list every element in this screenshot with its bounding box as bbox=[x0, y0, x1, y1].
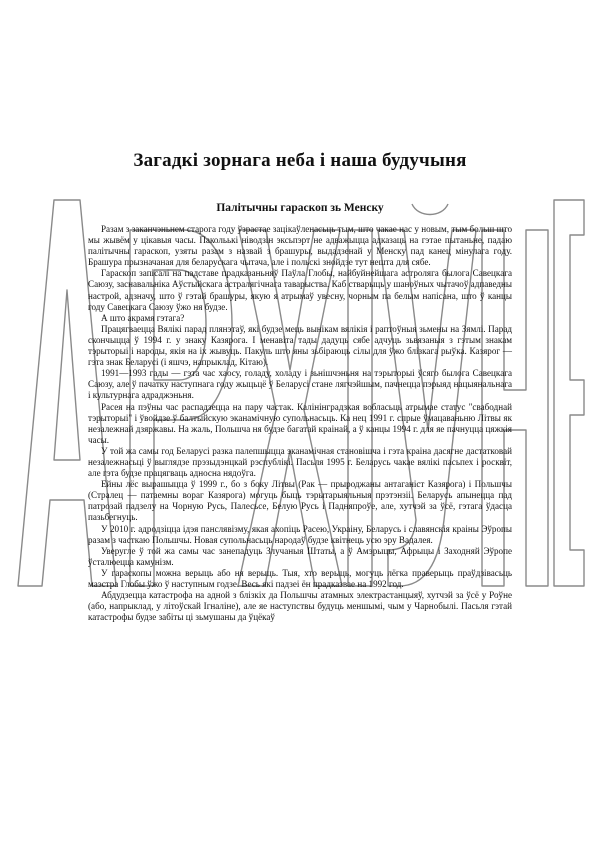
paragraph: У гараскопы можна верыць або ня верыць. Тыя, хто верыць, могуць лёгка праверыць праўдзівасьць маэстра Глобы ўжо ў наступным годзе. Весь які падзеі ён прадказвае на 1992 год. bbox=[88, 567, 512, 589]
paragraph: Абдудзецца катастрофа на адной з блізкіх да Польшчы атамных электрастанцыяў, хутчэй за ўсё у Роўне (або, напрыклад, у літоўскай Ігналіне), але яе наступствы будуць меншымі, чым у Чарнобылі. Пасьля гэтай катастрофы будзе забіты ці зьмушаны да ўцёкаў bbox=[88, 590, 512, 623]
paragraph: Уверугле ў той жа самы час занепадуць Злучаныя Штаты, а ў Амэрыцы, Афрыцы і Заходняй Эўропе ўсталюецца камунізм. bbox=[88, 545, 512, 567]
paragraph: Разам з заканчэньнем старога году ўзрастае зацікаўленасьць тым, што чакае нас у новым, тым больш што мы жывём у цікавыя часы. Пакольькі ніводзін эксьпэрт не адважыцца адказаць на гэтае пытаньне, падаю палітычны гараскоп, узяты разам з назвай з брашуры, выдадзенай у Менску пад канец мінулага году. Брашура прызначаная для беларускага чытача, але і польскі знойдзе тут нешта для сябе. bbox=[88, 224, 512, 268]
paragraph: Гараскоп запісалі на падставе прадказаньняў Паўла Глобы, найбуйнейшага астроляга былога Савецкага Саюзу, заснавальніка Аўстыйскага астралягічнага таварыства. Каб стварыць у шаноўных чытачоў адпаведны настрой, адзначу, што ў гэтай брашуры, якую я атрымаў увесну, чорным па белым напісана, што ў канцы году Савецкага Саюзу ўжо ня будзе. bbox=[88, 268, 512, 312]
paragraph: Працягваецца Вялікі парад плянэтаў, які будзе мець вынікам вялікія і раптоўныя зьмены на Зямлі. Парад скончыцца ў 1994 г. у знаку Казярога. І менавіта тады дадуць сябе адчуць зьвязаныя з гэтым знакам тэрыторыі і народы, якія на іх жывуць. Пакуль што яны зьбіраюць сілы для ўжо блізкага рыўка. Казярог — гэта знак Беларусі (і яшчэ, напрыклад, Кітаю). bbox=[88, 323, 512, 368]
article-subtitle: Палітычны гараскоп зь Менску bbox=[216, 202, 384, 214]
paragraph: Расея на пэўны час распадзецца на пару частак. Калінінградзкая вобласьць атрымае статус "свабоднай тэрыторыі" і ўвойдзе ў балтыйскую эканамічную супольнасьць. Ка нец 1991 г. спрые ўмацаваньню Літвы як незалежнай дзяржавы. На жаль, Польшча ня будзе багатай краінай, а ў канцы 1994 г. для яе пачнуцца цяжкія часы. bbox=[88, 401, 512, 445]
paragraph: У 2010 г. адродзіцца ідэя панслявізму, якая ахопіць Расею, Украіну, Беларусь і славянскія краіны Эўропы разам з часткаю Польшчы. Новая супольнасьць народаў будзе квітнець усю эру Вадалея. bbox=[88, 523, 512, 545]
article-title: Загадкі зорнага неба і наша будучыня bbox=[133, 150, 467, 171]
article-body bbox=[88, 224, 512, 623]
paragraph: Ейны лёс вырашыцца ў 1999 г., бо з боку Літвы (Рак — прыроджаны антаганіст Казярога) і Польшчы (Стралец — патаемны вораг Казярога) могуць быць тэрытарыяльныя прэтэнзіі. Беларусь апынецца пад патрозай падзелу на Чорную Русь, Палесьсе, Белую Русь і Падняпроўе, але, хутчэй за ўсё, гэтага ўдасца пазьбегнуць. bbox=[88, 479, 512, 523]
paragraph: А што акрамя гэтага? bbox=[101, 312, 185, 323]
paragraph: У той жа самы год Беларусі разка палепшыцца эканамічная становішча і гэта краіна дасягне дастатковай незалежнасьці ў выглядзе прэзыдэнцкай рэспублікі. Пасьля 1995 г. Беларусь чакае вялікі пасьпех і росквіт, але гэта будзе працягваць адносна нядоўга. bbox=[88, 445, 512, 479]
paragraph: 1991—1993 гады — гэта час хаосу, голаду, холаду і зьнішчэньня на тэрыторыі ўсяго былога Савецкага Саюзу, але ў пачатку наступнага году жыцьцё ў Беларусі стане лягчэйшым, пачнецца пэрыяд нацыянальнага і культурнага адраджэньня. bbox=[88, 368, 512, 401]
